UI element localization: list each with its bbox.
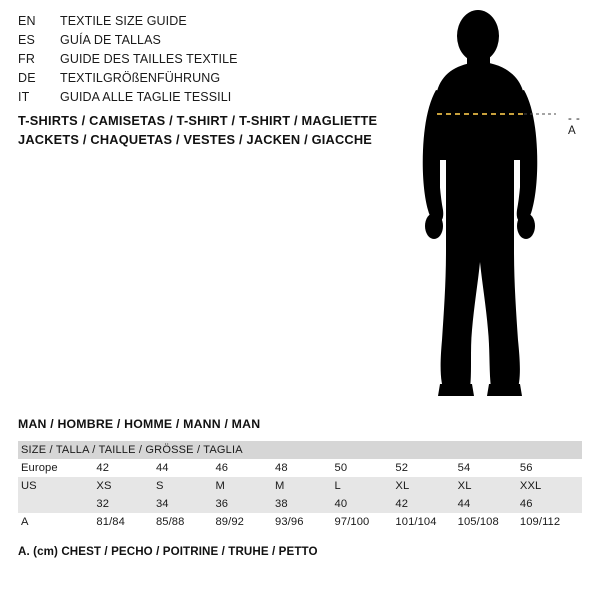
table-section-title: MAN / HOMBRE / HOMME / MANN / MAN <box>18 417 261 431</box>
row-value: 52 <box>395 459 457 477</box>
row-value: 109/112 <box>520 513 582 531</box>
language-text: TEXTILGRÖßENFÜHRUNG <box>60 71 221 85</box>
language-text: GUIDA ALLE TAGLIE TESSILI <box>60 90 232 104</box>
row-value: 36 <box>215 495 275 513</box>
row-value: 46 <box>520 495 582 513</box>
language-text: GUÍA DE TALLAS <box>60 33 161 47</box>
row-label: A <box>18 513 96 531</box>
row-value: XS <box>96 477 156 495</box>
row-value: S <box>156 477 216 495</box>
language-row <box>18 14 378 33</box>
size-table <box>18 441 582 531</box>
row-value: 34 <box>156 495 216 513</box>
row-value: 42 <box>96 459 156 477</box>
row-value: 46 <box>215 459 275 477</box>
row-value: 81/84 <box>96 513 156 531</box>
category-jackets: JACKETS / CHAQUETAS / VESTES / JACKEN / GIACCHE <box>18 132 373 147</box>
row-value: L <box>335 477 396 495</box>
row-value: 105/108 <box>458 513 520 531</box>
row-value: 101/104 <box>395 513 457 531</box>
language-code: FR <box>18 52 36 66</box>
row-value: 44 <box>156 459 216 477</box>
footnote-chest-measure: A. (cm) CHEST / PECHO / POITRINE / TRUHE / PETTO <box>18 545 318 558</box>
row-value: M <box>275 477 335 495</box>
row-value: 48 <box>275 459 335 477</box>
row-value: 44 <box>458 495 520 513</box>
language-text: TEXTILE SIZE GUIDE <box>60 14 187 28</box>
row-value: XL <box>458 477 520 495</box>
row-value: 56 <box>520 459 582 477</box>
row-value: 40 <box>335 495 396 513</box>
row-value: 54 <box>458 459 520 477</box>
measure-label-a: - - A <box>568 113 581 137</box>
row-value: 93/96 <box>275 513 335 531</box>
language-row <box>18 52 378 71</box>
language-code: IT <box>18 90 30 104</box>
male-silhouette-figure <box>400 10 590 400</box>
row-value: 32 <box>96 495 156 513</box>
table-row <box>18 513 582 531</box>
table-row <box>18 459 582 477</box>
category-tshirts: T-SHIRTS / CAMISETAS / T-SHIRT / T-SHIRT / MAGLIETTE <box>18 113 378 128</box>
row-value: 97/100 <box>335 513 396 531</box>
row-label: US <box>18 477 96 495</box>
row-value: 38 <box>275 495 335 513</box>
table-row <box>18 477 582 495</box>
language-guide-block <box>18 14 378 109</box>
row-label: Europe <box>18 459 96 477</box>
silhouette-svg <box>400 10 590 400</box>
row-value: 85/88 <box>156 513 216 531</box>
row-value: 89/92 <box>215 513 275 531</box>
language-row <box>18 33 378 52</box>
row-value: 50 <box>335 459 396 477</box>
row-value: 42 <box>395 495 457 513</box>
language-row <box>18 90 378 109</box>
table-header-label: SIZE / TALLA / TAILLE / GRÖSSE / TAGLIA <box>18 441 582 459</box>
table-header-row <box>18 441 582 459</box>
language-code: ES <box>18 33 36 47</box>
row-label <box>18 495 96 513</box>
language-text: GUIDE DES TAILLES TEXTILE <box>60 52 238 66</box>
language-code: DE <box>18 71 36 85</box>
language-row <box>18 71 378 90</box>
row-value: XL <box>395 477 457 495</box>
table-row <box>18 495 582 513</box>
row-value: M <box>215 477 275 495</box>
category-headings <box>18 111 418 149</box>
row-value: XXL <box>520 477 582 495</box>
language-code: EN <box>18 14 36 28</box>
